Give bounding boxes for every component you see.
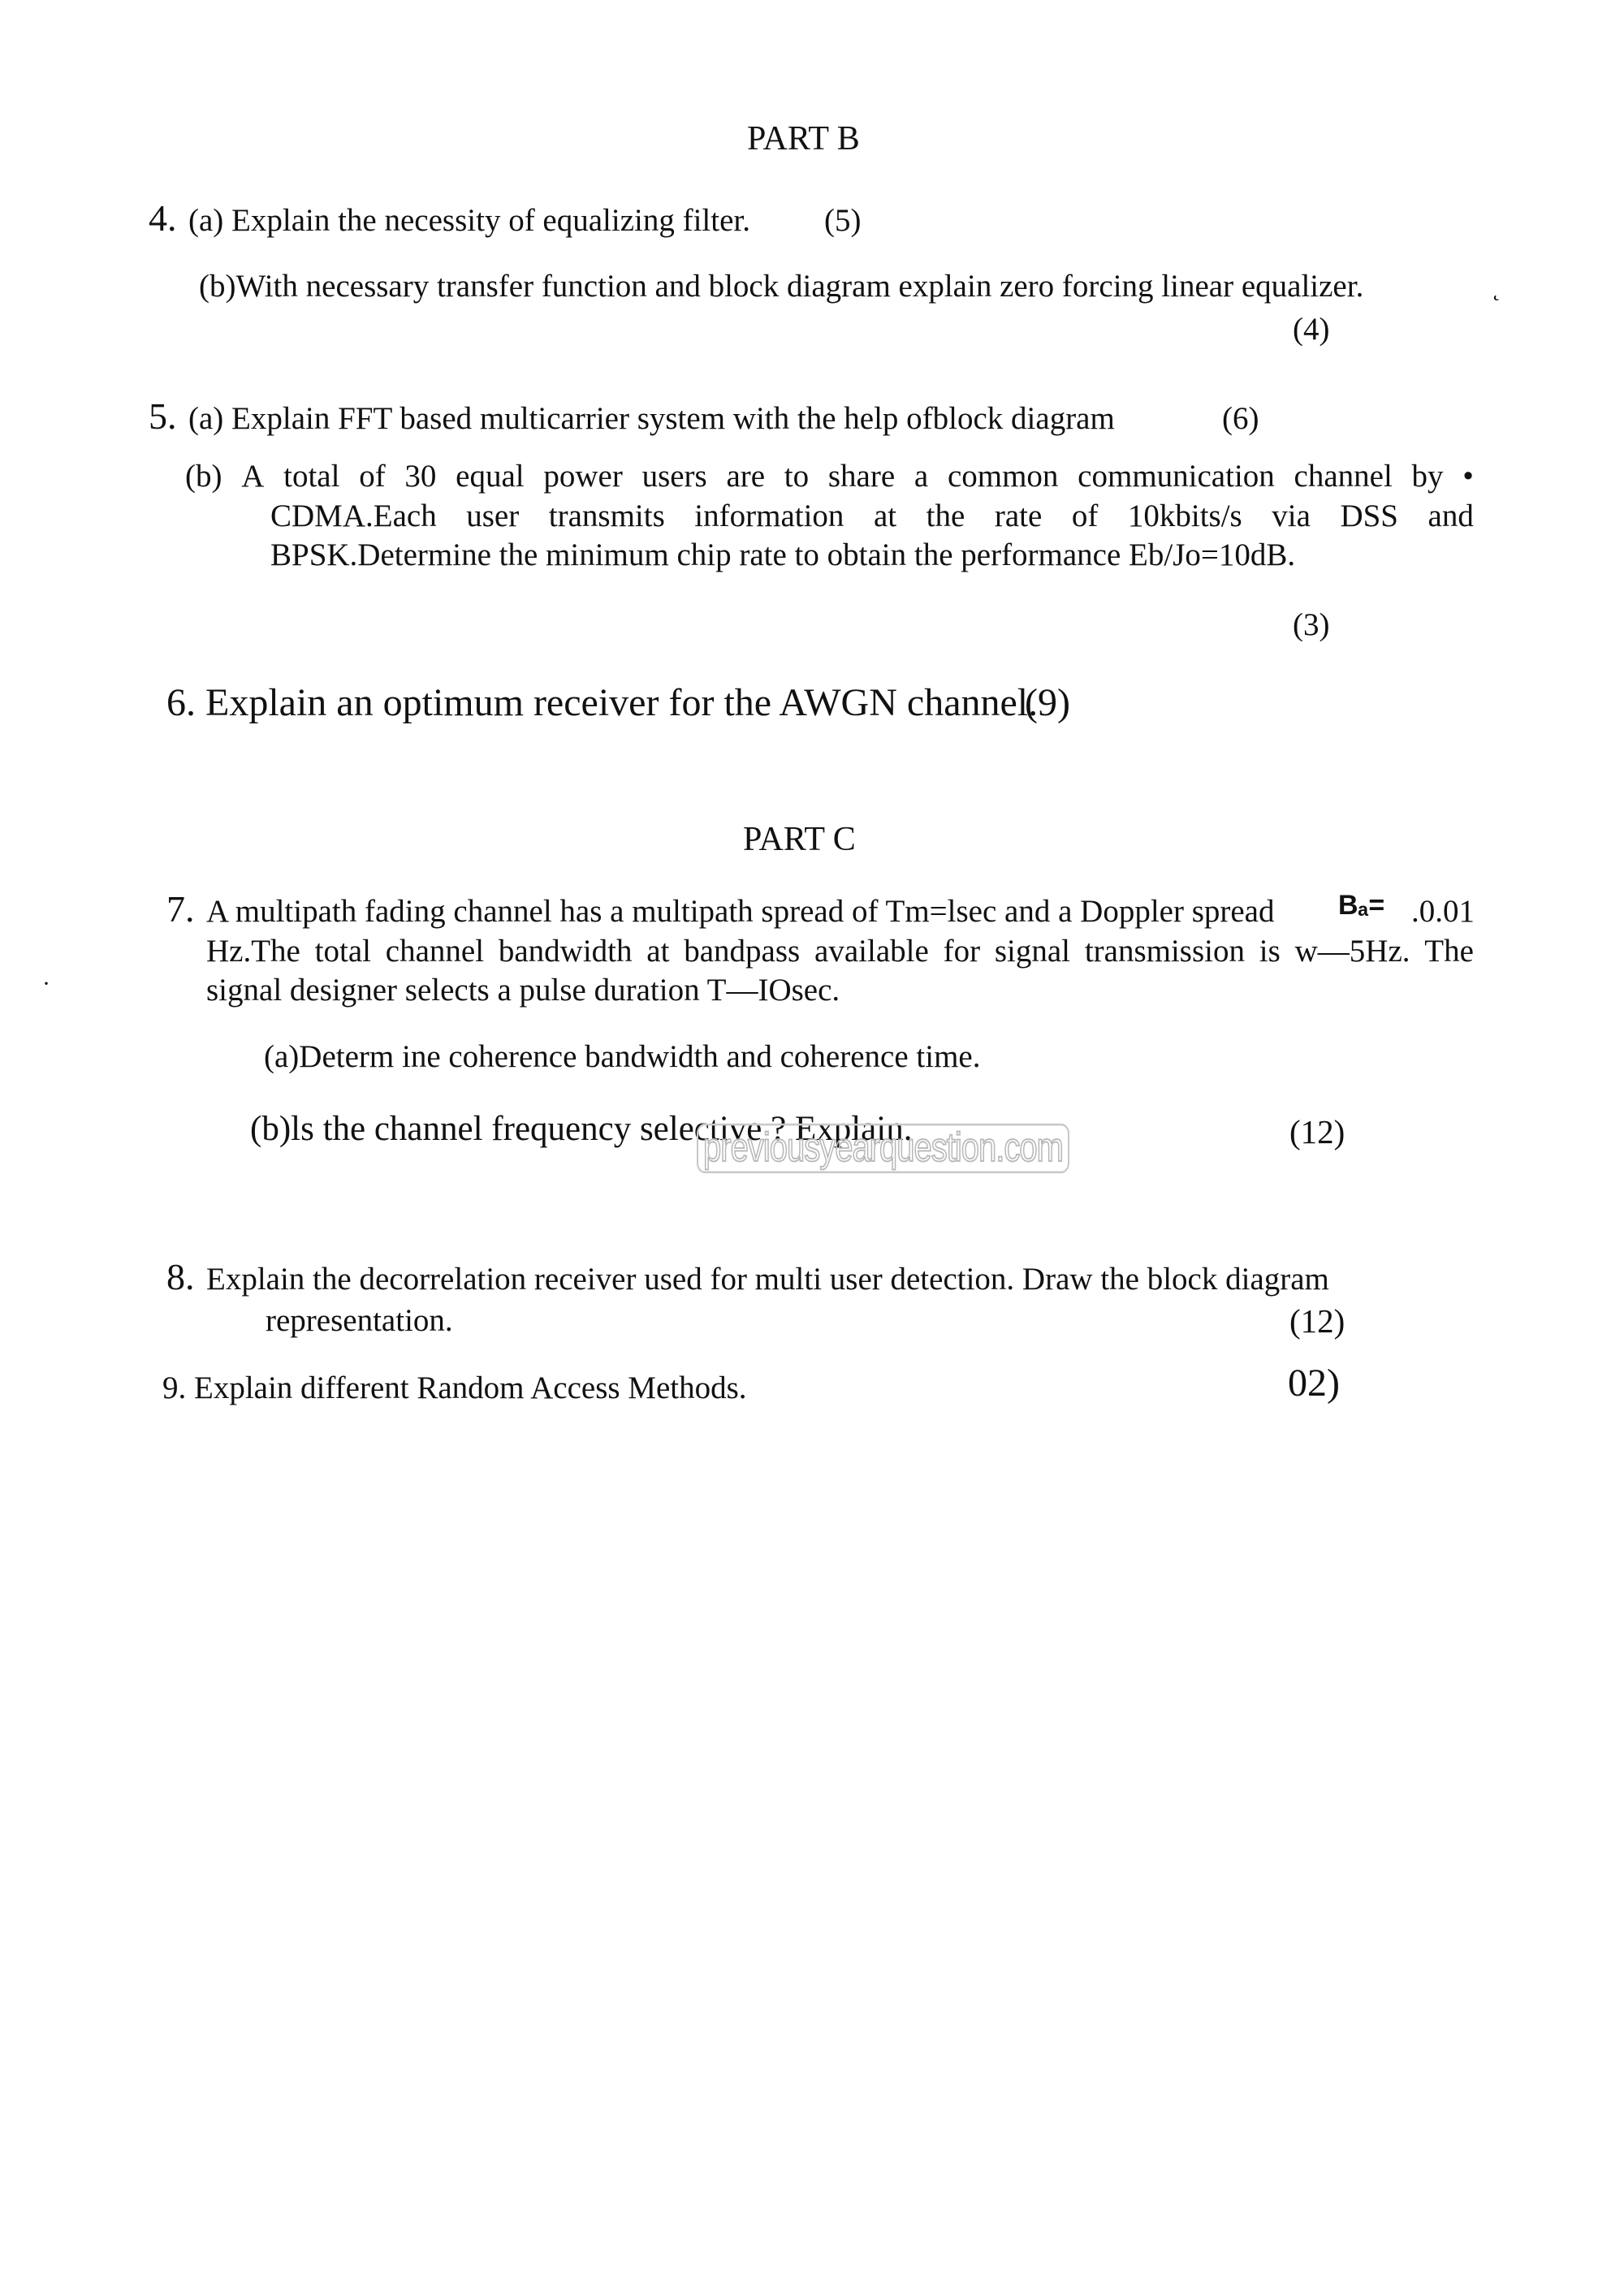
q8-line-2: representation. (266, 1303, 453, 1338)
q5-b-line-1-word: • (1462, 459, 1474, 494)
q7-line-2-word: is (1259, 934, 1281, 969)
stray-dot: · (42, 970, 50, 997)
q5-number: 5. (149, 395, 177, 437)
q7-line-2-word: bandpass (684, 934, 801, 969)
q5-b-line-2 (270, 500, 1474, 532)
q7-line-1-value: .0.01 (1411, 894, 1475, 929)
q5-b-line-2-word: at (873, 498, 897, 533)
q5-b-line-1-word: (b) (185, 459, 222, 494)
q4-number: 4. (149, 197, 177, 239)
q5-b-line-1-word: 30 (404, 459, 437, 494)
q7-line-2-word: signal (994, 934, 1071, 969)
q4-a-marks: (5) (824, 203, 862, 238)
q5-b-line-1-word: users (641, 459, 707, 494)
q5-b-line-1 (185, 460, 1474, 492)
q5-b-line-1-word: are (726, 459, 766, 494)
stray-tick-mark: ˛ (1492, 274, 1501, 301)
q8-marks: (12) (1289, 1302, 1345, 1340)
q5-b-marks: (3) (1293, 607, 1330, 642)
q5-b-line-2-word: information (694, 498, 844, 533)
q7-b-text: (b)ls the channel frequency selective ? Explain. (250, 1110, 913, 1148)
q5-b-line-2-word: DSS (1340, 498, 1398, 533)
q7-line-2-word: transmission (1084, 934, 1245, 969)
q7-line-2-word: at (646, 934, 670, 969)
q5-b-line-2-word: transmits (548, 498, 665, 533)
q6-marks: (9) (1025, 681, 1070, 724)
q7-line-2-word: The (1424, 934, 1474, 969)
q7-line-2-word: available (814, 934, 929, 969)
part-c-heading: PART C (743, 821, 856, 858)
q7-line-2-word: for (943, 934, 981, 969)
q5-b-line-1-word: channel (1294, 459, 1393, 494)
q7-marks: (12) (1289, 1113, 1345, 1150)
q5-a-marks: (6) (1222, 401, 1259, 436)
q5-b-line-2-word: via (1272, 498, 1311, 533)
doppler-symbol: Bₐ= (1338, 890, 1385, 921)
watermark-logo: previousyearquestion.com (697, 1124, 1069, 1173)
q7-line-2 (206, 935, 1474, 967)
q5-b-line-1-word: total (283, 459, 340, 494)
q6-text: 6. Explain an optimum receiver for the AWGN channel. (166, 681, 1039, 724)
q5-b-line-1-word: to (784, 459, 810, 494)
q5-b-line-2-word: user (466, 498, 520, 533)
q5-b-line-1-word: share (827, 459, 896, 494)
q5-b-line-1-word: a (914, 459, 929, 494)
q7-line-2-word: w—5Hz. (1294, 934, 1410, 969)
q5-b-line-2-word: CDMA.Each (270, 498, 437, 533)
q5-b-line-1-word: power (543, 459, 623, 494)
q5-b-line-2-word: the (926, 498, 965, 533)
q5-b-line-1-word: A (241, 459, 265, 494)
part-b-heading: PART B (747, 120, 860, 158)
q7-a-text: (a)Determ ine coherence bandwidth and coherence time. (264, 1039, 981, 1074)
q5-b-line-1-word: common (947, 459, 1059, 494)
q9-marks: 02) (1288, 1362, 1340, 1405)
q7-number: 7. (166, 888, 195, 930)
q7-line-2-word: bandwidth (498, 934, 633, 969)
q7-line-2-word: channel (385, 934, 485, 969)
q4-b-text: (b)With necessary transfer function and block diagram explain zero forcing linear equalizer. (199, 269, 1364, 304)
q4-a-text: (a) Explain the necessity of equalizing filter. (188, 203, 751, 238)
q8-line-1: Explain the decorrelation receiver used for multi user detection. Draw the block diagram (206, 1262, 1329, 1297)
q7-line-1: A multipath fading channel has a multipath spread of Tm=lsec and a Doppler spread (206, 894, 1275, 929)
q9-text: 9. Explain different Random Access Methods. (162, 1370, 747, 1405)
q7-line-3: signal designer selects a pulse duration T—IOsec. (206, 973, 840, 1008)
q5-a-text: (a) Explain FFT based multicarrier system with the help ofblock diagram (188, 401, 1115, 436)
q5-b-line-2-word: of (1071, 498, 1099, 533)
q5-b-line-2-word: and (1427, 498, 1474, 533)
q5-b-line-1-word: equal (456, 459, 525, 494)
q5-b-line-2-word: rate (994, 498, 1043, 533)
q5-b-line-1-word: communication (1078, 459, 1275, 494)
q4-b-marks: (4) (1293, 312, 1330, 347)
q5-b-line-1-word: of (359, 459, 386, 494)
q7-line-2-word: Hz.The (206, 934, 300, 969)
q5-b-line-2-word: 10kbits/s (1127, 498, 1242, 533)
q5-b-line-1-word: by (1411, 459, 1444, 494)
q8-number: 8. (166, 1256, 195, 1297)
q7-line-2-word: total (314, 934, 371, 969)
q5-b-line-3: BPSK.Determine the minimum chip rate to obtain the performance Eb/Jo=10dB. (270, 537, 1296, 572)
